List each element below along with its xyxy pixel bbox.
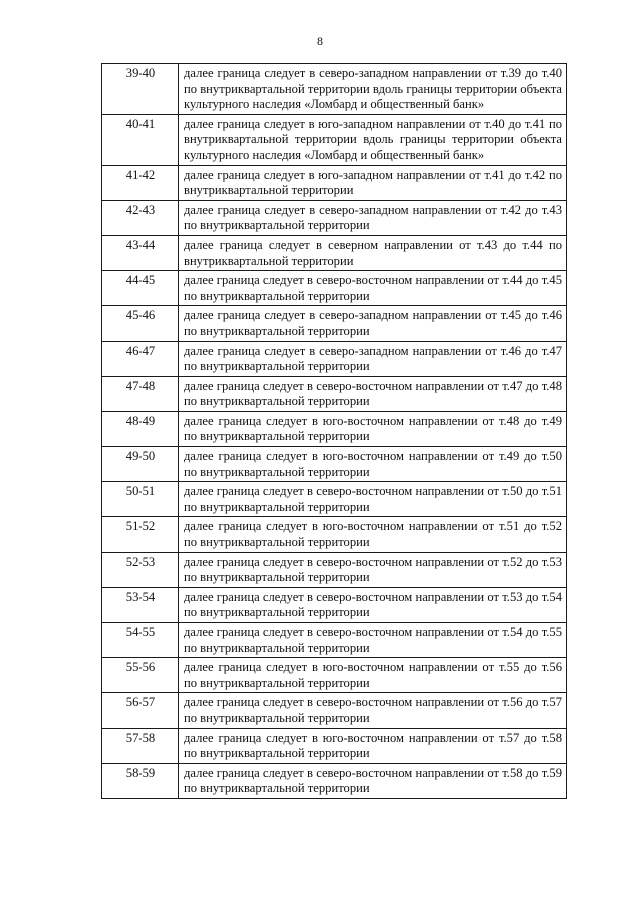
segment-cell: 39-40 (102, 64, 179, 115)
segment-cell: 45-46 (102, 306, 179, 341)
table-row (102, 728, 567, 763)
description-cell: далее граница следует в северо-восточном направлении от т.50 до т.51 по внутриквартальной территории (179, 482, 567, 517)
table-row (102, 306, 567, 341)
table-row (102, 341, 567, 376)
boundary-table (101, 63, 567, 799)
segment-cell: 44-45 (102, 271, 179, 306)
table-row (102, 376, 567, 411)
segment-cell: 41-42 (102, 165, 179, 200)
description-cell: далее граница следует в юго-восточном направлении от т.51 до т.52 по внутриквартальной территории (179, 517, 567, 552)
description-cell: далее граница следует в северо-западном направлении от т.39 до т.40 по внутриквартальной территории вдоль границы территории объекта культурного наследия «Ломбард и общественный банк» (179, 64, 567, 115)
description-cell: далее граница следует в северо-восточном направлении от т.54 до т.55 по внутриквартальной территории (179, 623, 567, 658)
segment-cell: 56-57 (102, 693, 179, 728)
segment-cell: 57-58 (102, 728, 179, 763)
description-cell: далее граница следует в юго-восточном направлении от т.55 до т.56 по внутриквартальной территории (179, 658, 567, 693)
segment-cell: 53-54 (102, 587, 179, 622)
description-cell: далее граница следует в северном направлении от т.43 до т.44 по внутриквартальной территории (179, 235, 567, 270)
description-cell: далее граница следует в северо-восточном направлении от т.53 до т.54 по внутриквартальной территории (179, 587, 567, 622)
segment-cell: 43-44 (102, 235, 179, 270)
boundary-table-body (102, 64, 567, 799)
segment-cell: 51-52 (102, 517, 179, 552)
segment-cell: 52-53 (102, 552, 179, 587)
table-row (102, 271, 567, 306)
description-cell: далее граница следует в северо-восточном направлении от т.52 до т.53 по внутриквартальной территории (179, 552, 567, 587)
table-row (102, 763, 567, 798)
description-cell: далее граница следует в юго-восточном направлении от т.48 до т.49 по внутриквартальной территории (179, 411, 567, 446)
segment-cell: 49-50 (102, 447, 179, 482)
table-row (102, 411, 567, 446)
segment-cell: 46-47 (102, 341, 179, 376)
description-cell: далее граница следует в юго-западном направлении от т.41 до т.42 по внутриквартальной территории (179, 165, 567, 200)
segment-cell: 58-59 (102, 763, 179, 798)
table-row (102, 235, 567, 270)
table-row (102, 200, 567, 235)
table-row (102, 658, 567, 693)
table-row (102, 587, 567, 622)
description-cell: далее граница следует в северо-восточном направлении от т.44 до т.45 по внутриквартальной территории (179, 271, 567, 306)
table-row (102, 165, 567, 200)
segment-cell: 54-55 (102, 623, 179, 658)
table-row (102, 482, 567, 517)
page-number: 8 (317, 34, 323, 48)
description-cell: далее граница следует в северо-восточном направлении от т.56 до т.57 по внутриквартальной территории (179, 693, 567, 728)
segment-cell: 40-41 (102, 114, 179, 165)
segment-cell: 50-51 (102, 482, 179, 517)
description-cell: далее граница следует в северо-восточном направлении от т.58 до т.59 по внутриквартальной территории (179, 763, 567, 798)
segment-cell: 48-49 (102, 411, 179, 446)
description-cell: далее граница следует в северо-западном направлении от т.46 до т.47 по внутриквартальной территории (179, 341, 567, 376)
table-row (102, 623, 567, 658)
description-cell: далее граница следует в юго-восточном направлении от т.57 до т.58 по внутриквартальной территории (179, 728, 567, 763)
table-row (102, 447, 567, 482)
segment-cell: 55-56 (102, 658, 179, 693)
segment-cell: 47-48 (102, 376, 179, 411)
description-cell: далее граница следует в северо-западном направлении от т.45 до т.46 по внутриквартальной территории (179, 306, 567, 341)
segment-cell: 42-43 (102, 200, 179, 235)
description-cell: далее граница следует в юго-западном направлении от т.40 до т.41 по внутриквартальной территории вдоль границы территории объекта культурного наследия «Ломбард и общественный банк» (179, 114, 567, 165)
table-row (102, 64, 567, 115)
description-cell: далее граница следует в северо-восточном направлении от т.47 до т.48 по внутриквартальной территории (179, 376, 567, 411)
description-cell: далее граница следует в юго-восточном направлении от т.49 до т.50 по внутриквартальной территории (179, 447, 567, 482)
description-cell: далее граница следует в северо-западном направлении от т.42 до т.43 по внутриквартальной территории (179, 200, 567, 235)
table-row (102, 552, 567, 587)
table-row (102, 114, 567, 165)
table-row (102, 693, 567, 728)
table-row (102, 517, 567, 552)
